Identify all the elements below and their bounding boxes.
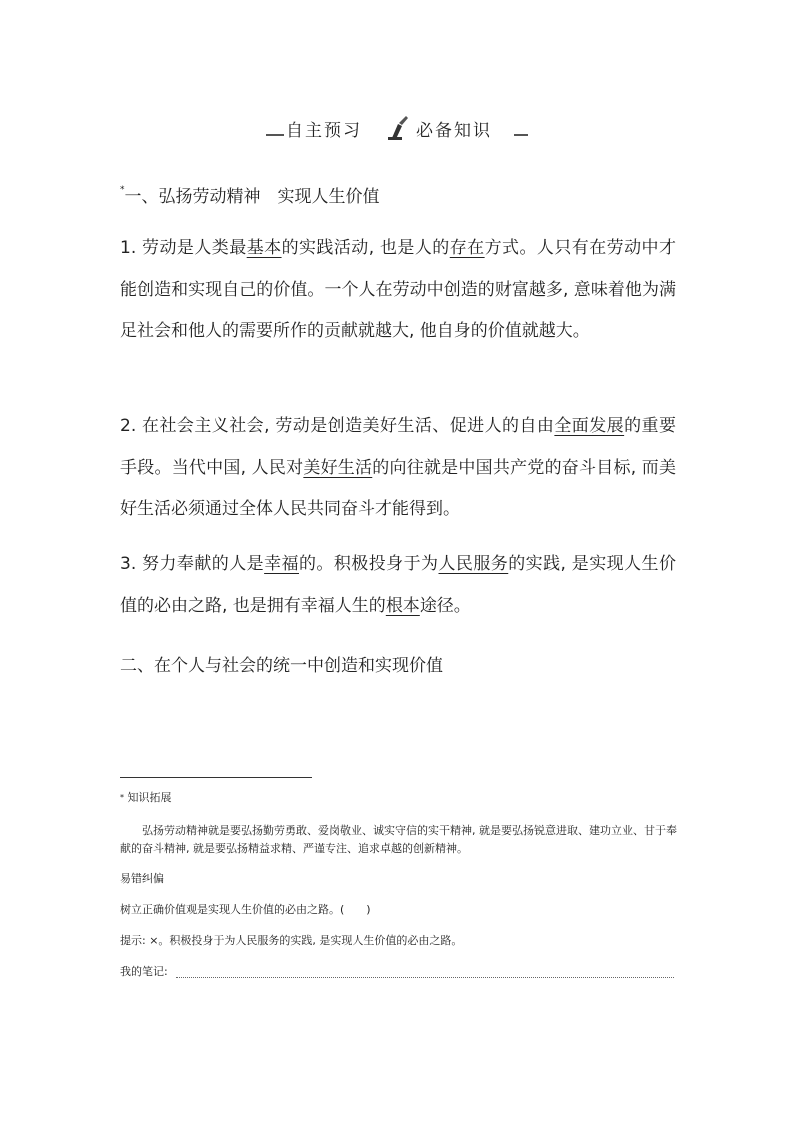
footnote-body: 弘扬劳动精神就是要弘扬勤劳勇敢、爱岗敬业、诚实守信的实干精神, 就是要弘扬锐意进取、建功立业、甘于奉献的奋斗精神, 就是要弘扬精益求精、严谨专注、追求卓越的创新精神。 [120,824,677,855]
header-rule-right [514,134,528,136]
section1-title: 一、弘扬劳动精神 实现人生价值 [124,187,380,207]
footnote-star: * [120,793,124,802]
p1-text-a: 1. 劳动是人类最 [120,238,247,258]
p2-text-a: 2. 在社会主义社会, 劳动是创造美好生活、促进人的自由 [120,416,555,436]
notes-line[interactable] [176,977,674,978]
footnote-marker: * [120,185,125,195]
p3-underline-2: 人民服务 [438,554,509,574]
paragraph-2 [120,406,676,531]
footnote-title-text: 知识拓展 [127,791,172,804]
p3-text-a: 3. 努力奉献的人是 [120,554,265,574]
header-left-text: 自主预习 [286,121,362,141]
section2-heading: 二、在个人与社会的统一中创造和实现价值 [120,656,443,676]
p1-underline-1: 基本 [246,238,282,258]
footnote-title [120,790,172,806]
p1-text-c: 方式。人只有在劳动中才能创造和实现自己的价值。一个人在劳动中创造的财富越多, 意味着他为满足社会和他人的需要所作的贡献就越大, 他自身的价值就越大。 [120,238,676,341]
paragraph-3 [120,544,676,627]
error-correction-title: 易错纠偏 [120,872,164,885]
p3-text-b: 的。积极投身于为 [299,554,439,574]
paragraph-1 [120,228,676,353]
p3-text-c: 的实践, 是实现人生价值的必由之路, 也是拥有幸福人生的 [120,554,676,616]
header-right-text: 必备知识 [416,121,492,141]
p2-text-c: 的向往就是中国共产党的奋斗目标, 而美好生活必须通过全体人民共同奋斗才能得到。 [120,457,676,519]
p3-underline-3: 根本 [385,595,420,616]
notes-label: 我的笔记: [120,965,168,978]
error-question: 树立正确价值观是实现人生价值的必由之路。( ) [120,903,371,916]
footnote-divider [120,777,312,778]
p3-text-d: 途径。 [419,595,471,616]
pen-nib-icon [386,114,412,140]
p2-text-b: 的重要手段。当代中国, 人民对 [120,416,676,478]
error-hint: 提示: ×。积极投身于为人民服务的实践, 是实现人生价值的必由之路。 [120,934,463,947]
section1-heading [120,182,380,207]
p1-underline-2: 存在 [449,238,485,258]
p2-underline-1: 全面发展 [554,416,625,436]
p3-underline-1: 幸福 [264,554,299,574]
header-rule-left [266,134,284,136]
p1-text-b: 的实践活动, 也是人的 [281,238,450,258]
p2-underline-2: 美好生活 [303,457,373,478]
section-header [266,114,528,142]
